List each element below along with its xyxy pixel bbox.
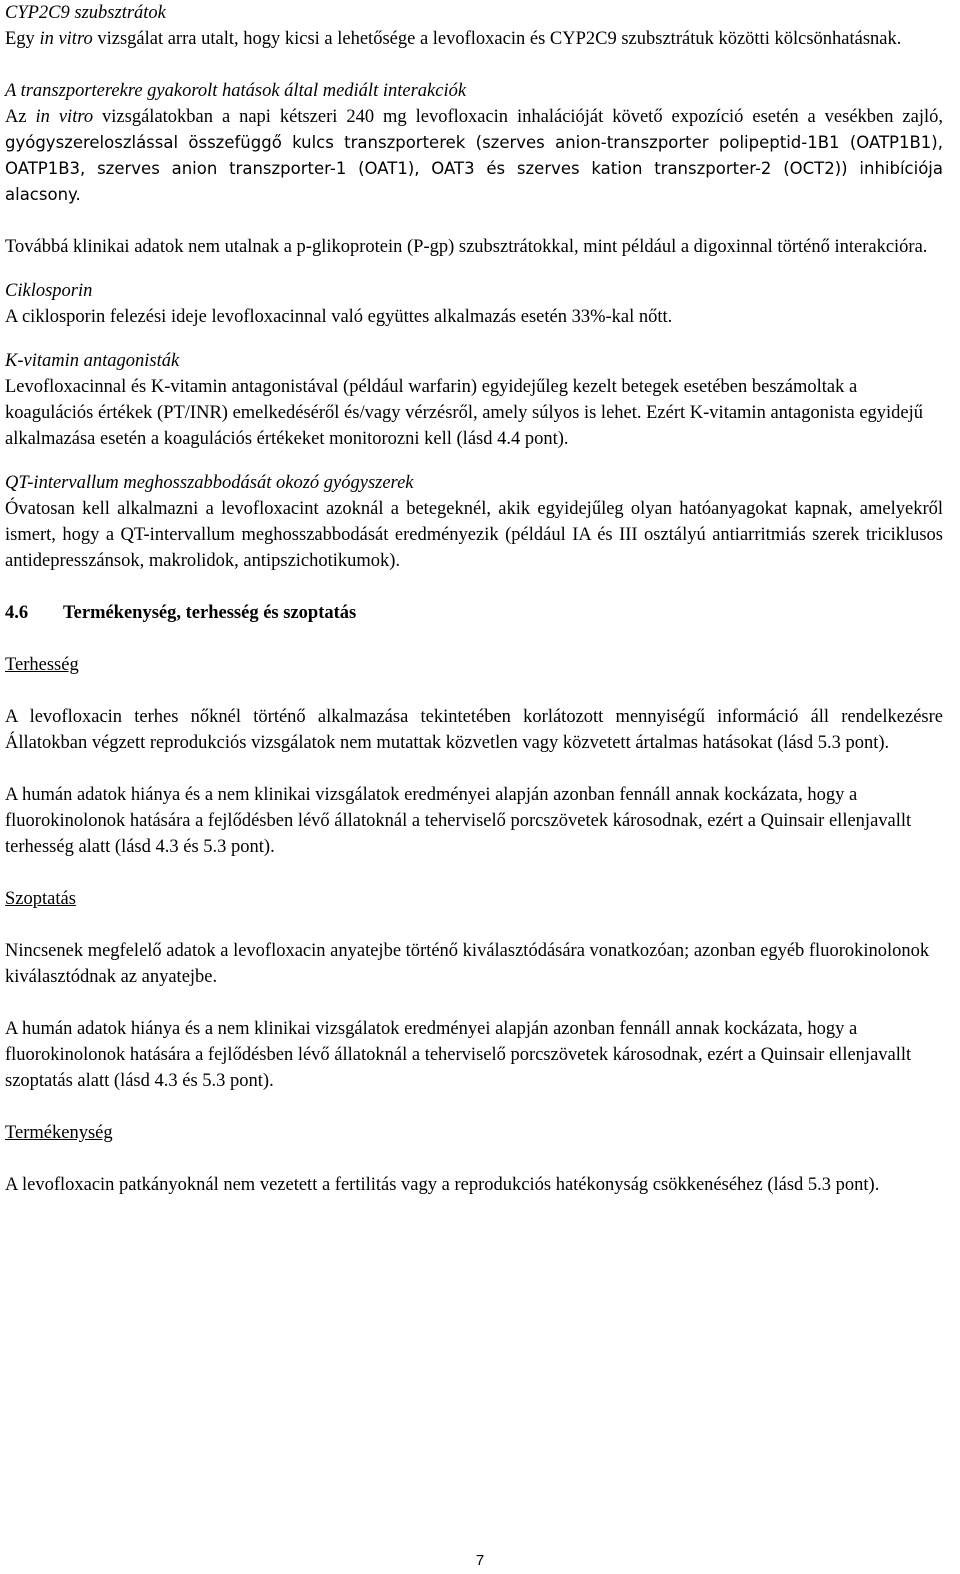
szoptatas-heading: Szoptatás bbox=[5, 889, 76, 909]
section-title: Termékenység, terhesség és szoptatás bbox=[63, 603, 357, 623]
szoptatas-paragraph-2: A humán adatok hiánya és a nem klinikai vizsgálatok eredményei alapján azonban fennáll annak kockázata, hogy a fluorokinolonok hatására a fejlődésben lévő állatoknál a teherviselő porcszövetek károsodnak, ezért a Quinsair ellenjavallt szoptatás alatt (lásd 4.3 és 5.3 pont). bbox=[5, 1019, 912, 1091]
document-page bbox=[5, 0, 943, 1198]
ciklosporin-heading: Ciklosporin bbox=[5, 281, 93, 301]
transporter-paragraph: Az in vitro vizsgálatokban a napi kétszeri 240 mg levofloxacin inhalációját követő expozíció esetén a vesékben zajló, gyógyszereloszlással összefüggő kulcs transzporterek (szerves anion-transzporter polipeptid-1B1 (OATP1B1), OATP1B3, szerves anion transzporter-1 (OAT1), OAT3 és szerves kation transzporter-2 (OCT2)) inhibíciója alacsony. bbox=[5, 107, 943, 204]
qt-paragraph: Óvatosan kell alkalmazni a levofloxacint azoknál a betegeknél, akik egyidejűleg olyan hatóanyagokat kapnak, amelyekről ismert, hogy a QT-intervallum meghosszabbodását eredményezik (például IA és III osztályú antiarritmiás szerek triciklusos antidepresszánsok, makrolidok, antipszichotikumok). bbox=[5, 499, 943, 571]
transporter-heading: A transzporterekre gyakorolt hatások által mediált interakciók bbox=[5, 81, 467, 101]
terhesseg-paragraph-2: A humán adatok hiánya és a nem klinikai vizsgálatok eredményei alapján azonban fennáll annak kockázata, hogy a fluorokinolonok hatására a fejlődésben lévő állatoknál a teherviselő porcszövetek károsodnak, ezért a Quinsair ellenjavallt terhesség alatt (lásd 4.3 és 5.3 pont). bbox=[5, 785, 912, 857]
pgp-paragraph: Továbbá klinikai adatok nem utalnak a p-glikoprotein (P-gp) szubsztrátokkal, mint például a digoxinnal történő interakcióra. bbox=[5, 237, 928, 257]
szoptatas-paragraph-1: Nincsenek megfelelő adatok a levofloxacin anyatejbe történő kiválasztódására vonatkozóan; azonban egyéb fluorokinolonok kiválasztódnak az anyatejbe. bbox=[5, 941, 930, 987]
page-number: 7 bbox=[475, 1552, 485, 1569]
cyp2c9-heading: CYP2C9 szubsztrátok bbox=[5, 3, 166, 23]
section-number: 4.6 bbox=[5, 603, 29, 623]
terhesseg-heading: Terhesség bbox=[5, 655, 79, 675]
qt-heading: QT-intervallum meghosszabbodását okozó gyógyszerek bbox=[5, 473, 414, 493]
kvitamin-paragraph: Levofloxacinnal és K-vitamin antagonistával (például warfarin) egyidejűleg kezelt betegek esetében beszámoltak a koagulációs értékek (PT/INR) emelkedéséről és/vagy vérzésről, amely súlyos is lehet. Ezért K-vitamin antagonista egyidejű alkalmazása esetén a koagulációs értékeket monitorozni kell (lásd 4.4 pont). bbox=[5, 377, 924, 449]
ciklosporin-paragraph: A ciklosporin felezési ideje levofloxacinnal való együttes alkalmazás esetén 33%-kal nőtt. bbox=[5, 307, 673, 327]
cyp2c9-paragraph: Egy in vitro vizsgálat arra utalt, hogy kicsi a lehetősége a levofloxacin és CYP2C9 szubsztrátuk közötti kölcsönhatásnak. bbox=[5, 29, 902, 49]
kvitamin-heading: K-vitamin antagonisták bbox=[5, 351, 180, 371]
terhesseg-paragraph-1: A levofloxacin terhes nőknél történő alkalmazása tekintetében korlátozott mennyiségű információ áll rendelkezésre Állatokban végzett reprodukciós vizsgálatok nem mutattak közvetlen vagy közvetett ártalmas hatásokat (lásd 5.3 pont). bbox=[5, 707, 943, 753]
section-heading bbox=[5, 600, 943, 626]
termekenyseg-heading: Termékenység bbox=[5, 1123, 113, 1143]
termekenyseg-paragraph: A levofloxacin patkányoknál nem vezetett a fertilitás vagy a reprodukciós hatékonyság csökkenéséhez (lásd 5.3 pont). bbox=[5, 1175, 880, 1195]
